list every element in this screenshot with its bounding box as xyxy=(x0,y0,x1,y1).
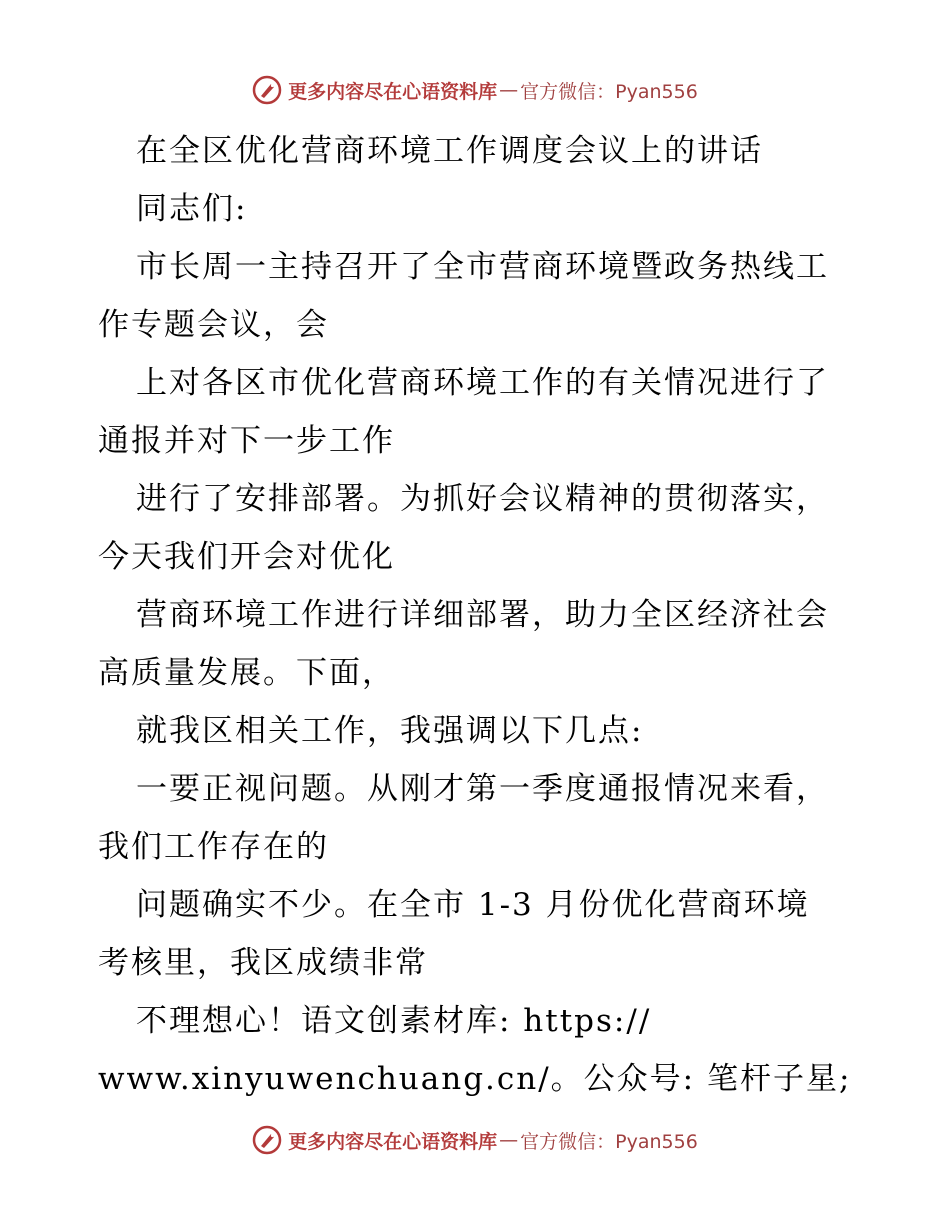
pen-nib-logo-icon xyxy=(252,1125,282,1155)
paragraph-line: 上对各区市优化营商环境工作的有关情况进行了 xyxy=(136,365,829,401)
paragraph-line: 营商环境工作进行详细部署，助力全区经济社会 xyxy=(136,597,829,633)
footer-banner xyxy=(0,1122,950,1158)
header-banner xyxy=(0,72,950,108)
document-body xyxy=(98,122,858,1108)
paragraph-line: 今天我们开会对优化 xyxy=(98,539,395,575)
paragraph-line: 问题确实不少。在全市 1-3 月份优化营商环境 xyxy=(136,887,810,923)
header-brand-text: 更多内容尽在心语资料库 xyxy=(288,80,498,103)
paragraph-line: 考核里，我区成绩非常 xyxy=(98,945,428,981)
footer-separator: — xyxy=(499,1129,519,1151)
paragraph-line: 市长周一主持召开了全市营商环境暨政务热线工 xyxy=(136,249,829,285)
footer-wechat-text: 官方微信：Pyan556 xyxy=(520,1130,698,1153)
paragraph-line: 不理想心！语文创素材库: https:// xyxy=(136,1003,652,1039)
paragraph-line: 就我区相关工作，我强调以下几点: xyxy=(136,713,644,749)
paragraph-line: 一要正视问题。从刚才第一季度通报情况来看， xyxy=(136,771,829,807)
salutation: 同志们: xyxy=(136,191,248,227)
header-wechat-text: 官方微信：Pyan556 xyxy=(520,80,698,103)
paragraph-line: www.xinyuwenchuang.cn/。公众号: 笔杆子星; xyxy=(98,1061,852,1097)
header-separator: — xyxy=(499,79,519,101)
paragraph-line: 高质量发展。下面， xyxy=(98,655,395,691)
paragraph-line: 我们工作存在的 xyxy=(98,829,329,865)
paragraph-line: 通报并对下一步工作 xyxy=(98,423,395,459)
document-title: 在全区优化营商环境工作调度会议上的讲话 xyxy=(136,133,763,169)
footer-brand-text: 更多内容尽在心语资料库 xyxy=(288,1130,498,1153)
pen-nib-logo-icon xyxy=(252,75,282,105)
paragraph-line: 进行了安排部署。为抓好会议精神的贯彻落实， xyxy=(136,481,829,517)
paragraph-line: 作专题会议，会 xyxy=(98,307,329,343)
